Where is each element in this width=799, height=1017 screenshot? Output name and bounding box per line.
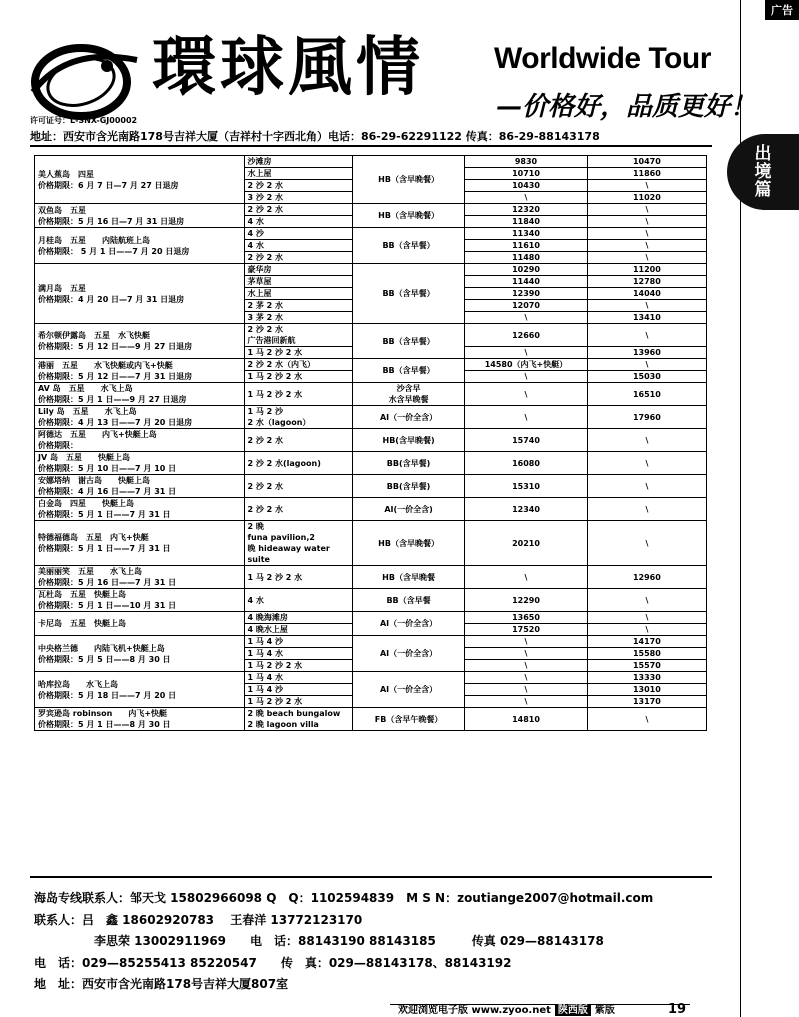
price-period: 价格期限：5 月 12 日——9 月 27 日退房 <box>38 342 193 351</box>
room-type: 1 马 4 沙 <box>244 684 352 696</box>
hotel-name: 罗宾逊岛 robinson 内飞+快艇 <box>38 709 168 718</box>
price-primary: \ <box>465 660 588 672</box>
room-type: 沙滩房 <box>244 156 352 168</box>
price-primary: 11610 <box>465 240 588 252</box>
price-secondary: \ <box>587 324 706 347</box>
price-period: 价格期限：5 月 1 日——10 月 31 日 <box>38 601 177 610</box>
room-type: 1 马 2 沙 2 水 <box>244 383 352 406</box>
table-divider <box>30 876 712 878</box>
price-primary: 9830 <box>465 156 588 168</box>
price-secondary: 11860 <box>587 168 706 180</box>
table-row <box>35 498 707 521</box>
price-period: 价格期限： 5 月 1 日——7 月 20 日退房 <box>38 246 190 256</box>
contact-line: 联系人：吕 鑫 18602920783 王春洋 13772123170 <box>34 912 363 927</box>
meal-plan: HB（含早晚餐 <box>352 566 464 589</box>
table-row <box>35 708 707 731</box>
edition-label: 紫版 <box>594 1005 615 1016</box>
price-secondary: \ <box>587 240 706 252</box>
hotel-name: 美丽丽笑 五星 水飞上岛 <box>38 567 142 576</box>
price-primary: 14580（内飞+快艇） <box>465 359 588 371</box>
meal-plan: BB(含早餐) <box>352 475 464 498</box>
price-period: 价格期限：4 月 20 日—7 月 31 日退房 <box>38 294 185 304</box>
table-row <box>35 429 707 452</box>
price-primary: 11840 <box>465 216 588 228</box>
price-secondary: 13410 <box>587 312 706 324</box>
price-period: 价格期限：5 月 10 日——7 月 10 日 <box>38 464 177 473</box>
price-secondary: 15570 <box>587 660 706 672</box>
hotel-name: 安娜塔纳 谢古岛 快艇上岛 <box>38 476 150 485</box>
hotel-name: AV 岛 五星 水飞上岛 <box>38 384 133 393</box>
meal-plan: BB（含早餐） <box>352 228 464 264</box>
hotel-cell <box>35 498 245 521</box>
price-secondary: 15030 <box>587 371 706 383</box>
meal-plan: BB（含早餐 <box>352 589 464 612</box>
room-type: 2 茅 2 水 <box>244 300 352 312</box>
room-type: 2 沙 2 水 <box>244 498 352 521</box>
hotel-name: 中央格兰德 内陆飞机+快艇上岛 <box>38 643 165 653</box>
hotel-cell <box>35 521 245 566</box>
meal-plan: BB（含早餐） <box>352 264 464 324</box>
contact-line: 李思荣 13002911969 电 话：88143190 88143185 传真 029—88143178 <box>34 934 604 948</box>
hotel-cell <box>35 589 245 612</box>
price-period: 价格期限：5 月 16 日——7 月 31 日 <box>38 578 177 587</box>
hotel-cell <box>35 672 245 708</box>
hotel-cell <box>35 708 245 731</box>
hotel-cell <box>35 452 245 475</box>
hotel-cell <box>35 566 245 589</box>
contact-line: 地 址：西安市含光南路178号吉祥大厦807室 <box>34 977 289 991</box>
room-type: 4 水 <box>244 240 352 252</box>
header-divider <box>30 145 712 147</box>
price-primary: \ <box>465 406 588 429</box>
price-table <box>34 155 707 731</box>
price-secondary: 14170 <box>587 636 706 648</box>
price-primary: 12320 <box>465 204 588 216</box>
price-primary: 12390 <box>465 288 588 300</box>
price-period: 价格期限：5 月 1 日——7 月 31 日 <box>38 544 171 553</box>
room-type: 4 水 <box>244 589 352 612</box>
hotel-name: 港丽 五星 水飞快艇或内飞+快艇 <box>38 360 173 370</box>
footer-text <box>398 1001 615 1016</box>
price-period: 价格期限：5 月 16 日—7 月 31 日退房 <box>38 216 185 226</box>
price-primary: \ <box>465 684 588 696</box>
hotel-name: 瓦杜岛 五星 快艇上岛 <box>38 590 126 599</box>
price-secondary: \ <box>587 521 706 566</box>
hotel-name: 哈库拉岛 水飞上岛 <box>38 679 118 689</box>
price-period: 价格期限：4 月 13 日——7 月 20 日退房 <box>38 418 193 427</box>
room-type: 2 沙 2 水(lagoon) <box>244 452 352 475</box>
section-tab-char: 出 <box>754 144 772 164</box>
price-secondary: \ <box>587 216 706 228</box>
meal-plan: HB（含早晚餐） <box>352 156 464 204</box>
price-secondary: 11020 <box>587 192 706 204</box>
hotel-cell <box>35 228 245 264</box>
room-type: 1 马 2 沙 2 水 <box>244 660 352 672</box>
price-primary: \ <box>465 347 588 359</box>
hotel-name: 希尔顿伊露岛 五星 水飞快艇 <box>38 331 150 340</box>
hotel-name: 满月岛 五星 <box>38 283 86 293</box>
price-primary: 16080 <box>465 452 588 475</box>
table-row <box>35 672 707 684</box>
room-type: 茅草屋 <box>244 276 352 288</box>
price-secondary: \ <box>587 708 706 731</box>
price-primary: 20210 <box>465 521 588 566</box>
hotel-cell <box>35 612 245 636</box>
meal-plan: BB(含早餐) <box>352 452 464 475</box>
price-secondary: \ <box>587 475 706 498</box>
price-secondary: \ <box>587 359 706 371</box>
room-type: 4 晚海滩房 <box>244 612 352 624</box>
room-type: 2 沙 2 水 广告港回新航 <box>244 324 352 347</box>
brand-name-en: Worldwide Tour <box>494 42 711 75</box>
room-type: 1 马 2 沙 2 水（lagoon） <box>244 406 352 429</box>
hotel-name: 双鱼岛 五星 <box>38 205 86 215</box>
hotel-cell <box>35 429 245 452</box>
price-primary: 13650 <box>465 612 588 624</box>
price-period: 价格期限：5 月 1 日——8 月 30 日 <box>38 720 171 729</box>
price-primary: \ <box>465 648 588 660</box>
price-secondary: 13170 <box>587 696 706 708</box>
meal-plan: 沙含早 水含早晚餐 <box>352 383 464 406</box>
license-number: 许可证号：L-SNX-GJ00002 <box>30 116 138 125</box>
price-secondary: \ <box>587 612 706 624</box>
contact-line: 海岛专线联系人：邹天戈 15802966098 Q Q：1102594839 M S N：zoutiange2007@hotmail.com <box>34 891 654 905</box>
meal-plan: AI(一价全含) <box>352 498 464 521</box>
room-type: 1 马 4 沙 <box>244 636 352 648</box>
price-secondary: \ <box>587 429 706 452</box>
contact-block <box>34 888 653 996</box>
section-tab-char: 篇 <box>754 180 772 200</box>
room-type: 1 马 2 沙 2 水 <box>244 371 352 383</box>
price-secondary: 11200 <box>587 264 706 276</box>
price-primary: 15740 <box>465 429 588 452</box>
price-period: 价格期限：6 月 7 日—7 月 27 日退房 <box>38 180 179 190</box>
price-primary: \ <box>465 696 588 708</box>
room-type: 3 沙 2 水 <box>244 192 352 204</box>
price-primary: 11440 <box>465 276 588 288</box>
price-primary: 14810 <box>465 708 588 731</box>
price-secondary: \ <box>587 252 706 264</box>
hotel-cell <box>35 264 245 324</box>
hotel-name: JV 岛 五星 快艇上岛 <box>38 453 130 462</box>
price-primary: \ <box>465 636 588 648</box>
price-period: 价格期限：4 月 16 日——7 月 31 日 <box>38 487 177 496</box>
hotel-name: 白金岛 四星 快艇上岛 <box>38 499 134 508</box>
price-primary: 12070 <box>465 300 588 312</box>
room-type: 4 晚水上屋 <box>244 624 352 636</box>
price-primary: \ <box>465 383 588 406</box>
table-row <box>35 406 707 429</box>
price-primary: \ <box>465 312 588 324</box>
room-type: 2 晚 beach bungalow 2 晚 lagoon villa <box>244 708 352 731</box>
room-type: 1 马 2 沙 2 水 <box>244 696 352 708</box>
price-period: 价格期限：5 月 12 日——7 月 31 日退房 <box>38 371 193 381</box>
price-secondary: \ <box>587 589 706 612</box>
table-row <box>35 521 707 566</box>
hotel-cell <box>35 204 245 228</box>
price-primary: 15310 <box>465 475 588 498</box>
hotel-name: 卡尼岛 五星 快艇上岛 <box>38 619 126 628</box>
price-primary: \ <box>465 672 588 684</box>
price-secondary: 14040 <box>587 288 706 300</box>
hotel-name: 特德福德岛 五星 内飞+快艇 <box>38 533 149 542</box>
room-type: 2 沙 2 水（内飞） <box>244 359 352 371</box>
table-row <box>35 204 707 216</box>
hotel-cell <box>35 324 245 359</box>
table-row <box>35 612 707 624</box>
slogan: —价格好，品质更好！ <box>496 92 757 122</box>
room-type: 水上屋 <box>244 168 352 180</box>
price-primary: \ <box>465 192 588 204</box>
price-primary: 11340 <box>465 228 588 240</box>
meal-plan: HB（含早晚餐） <box>352 204 464 228</box>
section-tab-char: 境 <box>754 162 772 182</box>
room-type: 2 晚 funa pavilion,2 晚 hideaway water suite <box>244 521 352 566</box>
meal-plan: HB（含早晚餐） <box>352 521 464 566</box>
hotel-cell <box>35 475 245 498</box>
hotel-cell <box>35 156 245 204</box>
room-type: 2 沙 2 水 <box>244 475 352 498</box>
price-secondary: \ <box>587 300 706 312</box>
price-primary: 17520 <box>465 624 588 636</box>
table-row <box>35 228 707 240</box>
table-row <box>35 324 707 347</box>
price-secondary: \ <box>587 452 706 475</box>
table-row <box>35 566 707 589</box>
hotel-cell <box>35 359 245 383</box>
page-number: 19 <box>668 1002 687 1017</box>
room-type: 2 沙 2 水 <box>244 180 352 192</box>
brand-name-cn: 環球風情 <box>152 30 424 105</box>
price-secondary: \ <box>587 624 706 636</box>
table-row <box>35 475 707 498</box>
price-secondary: 13330 <box>587 672 706 684</box>
room-type: 1 马 4 水 <box>244 648 352 660</box>
ad-tag: 广告 <box>765 0 799 20</box>
price-primary: 12340 <box>465 498 588 521</box>
room-type: 4 水 <box>244 216 352 228</box>
price-primary: 12290 <box>465 589 588 612</box>
room-type: 1 马 2 沙 2 水 <box>244 566 352 589</box>
hotel-cell <box>35 406 245 429</box>
price-period: 价格期限：5 月 1 日——7 月 31 日 <box>38 510 171 519</box>
room-type: 2 沙 2 水 <box>244 429 352 452</box>
hotel-name: 阿德达 五星 内飞+快艇上岛 <box>38 430 157 439</box>
price-primary: \ <box>465 566 588 589</box>
price-secondary: \ <box>587 228 706 240</box>
room-type: 水上屋 <box>244 288 352 300</box>
meal-plan: AI（一价全含） <box>352 636 464 672</box>
room-type: 4 沙 <box>244 228 352 240</box>
price-secondary: \ <box>587 498 706 521</box>
room-type: 豪华房 <box>244 264 352 276</box>
room-type: 2 沙 2 水 <box>244 204 352 216</box>
price-secondary: 16510 <box>587 383 706 406</box>
price-secondary: 12960 <box>587 566 706 589</box>
price-primary: 12660 <box>465 324 588 347</box>
company-address: 地址：西安市含光南路178号吉祥大厦（吉祥村十字西北角）电话：86-29-62291122 传真：86-29-88143178 <box>30 130 600 143</box>
hotel-name: 月桂岛 五星 内陆航班上岛 <box>38 235 150 245</box>
hotel-cell <box>35 383 245 406</box>
hotel-name: 美人蕉岛 四星 <box>38 169 94 179</box>
price-secondary: 17960 <box>587 406 706 429</box>
price-secondary: \ <box>587 180 706 192</box>
price-secondary: 13010 <box>587 684 706 696</box>
price-primary: 10290 <box>465 264 588 276</box>
meal-plan: BB（含早餐） <box>352 359 464 383</box>
meal-plan: FB（含早午晚餐） <box>352 708 464 731</box>
price-secondary: 12780 <box>587 276 706 288</box>
globe-logo-icon <box>27 36 139 122</box>
meal-plan: HB(含早晚餐) <box>352 429 464 452</box>
price-secondary: \ <box>587 204 706 216</box>
table-row <box>35 359 707 371</box>
price-secondary: 15580 <box>587 648 706 660</box>
meal-plan: AI（一价全含） <box>352 612 464 636</box>
hotel-name: Lily 岛 五星 水飞上岛 <box>38 407 137 416</box>
edition-badge: 陕西版 <box>555 1005 591 1016</box>
price-primary: 11480 <box>465 252 588 264</box>
meal-plan: AI（一价全含） <box>352 406 464 429</box>
table-row <box>35 452 707 475</box>
hotel-cell <box>35 636 245 672</box>
table-row <box>35 589 707 612</box>
room-type: 3 茅 2 水 <box>244 312 352 324</box>
meal-plan: BB（含早餐） <box>352 324 464 359</box>
website-note: 欢迎浏览电子版 www.zyoo.net <box>398 1005 551 1016</box>
price-period: 价格期限： <box>38 441 78 450</box>
room-type: 1 马 2 沙 2 水 <box>244 347 352 359</box>
price-period: 价格期限：5 月 18 日——7 月 20 日 <box>38 690 177 700</box>
price-primary: 10710 <box>465 168 588 180</box>
contact-line: 电 话：029—85255413 85220547 传 真：029—88143178、88143192 <box>34 955 512 970</box>
price-period: 价格期限：5 月 1 日——9 月 27 日退房 <box>38 395 187 404</box>
room-type: 1 马 4 水 <box>244 672 352 684</box>
price-secondary: 13960 <box>587 347 706 359</box>
table-row <box>35 264 707 276</box>
price-secondary: 10470 <box>587 156 706 168</box>
price-period: 价格期限：5 月 5 日——8 月 30 日 <box>38 654 171 664</box>
table-row <box>35 156 707 168</box>
price-primary: \ <box>465 371 588 383</box>
table-row <box>35 383 707 406</box>
table-row <box>35 636 707 648</box>
section-tab <box>727 134 799 210</box>
price-primary: 10430 <box>465 180 588 192</box>
room-type: 2 沙 2 水 <box>244 252 352 264</box>
meal-plan: AI（一价全含） <box>352 672 464 708</box>
